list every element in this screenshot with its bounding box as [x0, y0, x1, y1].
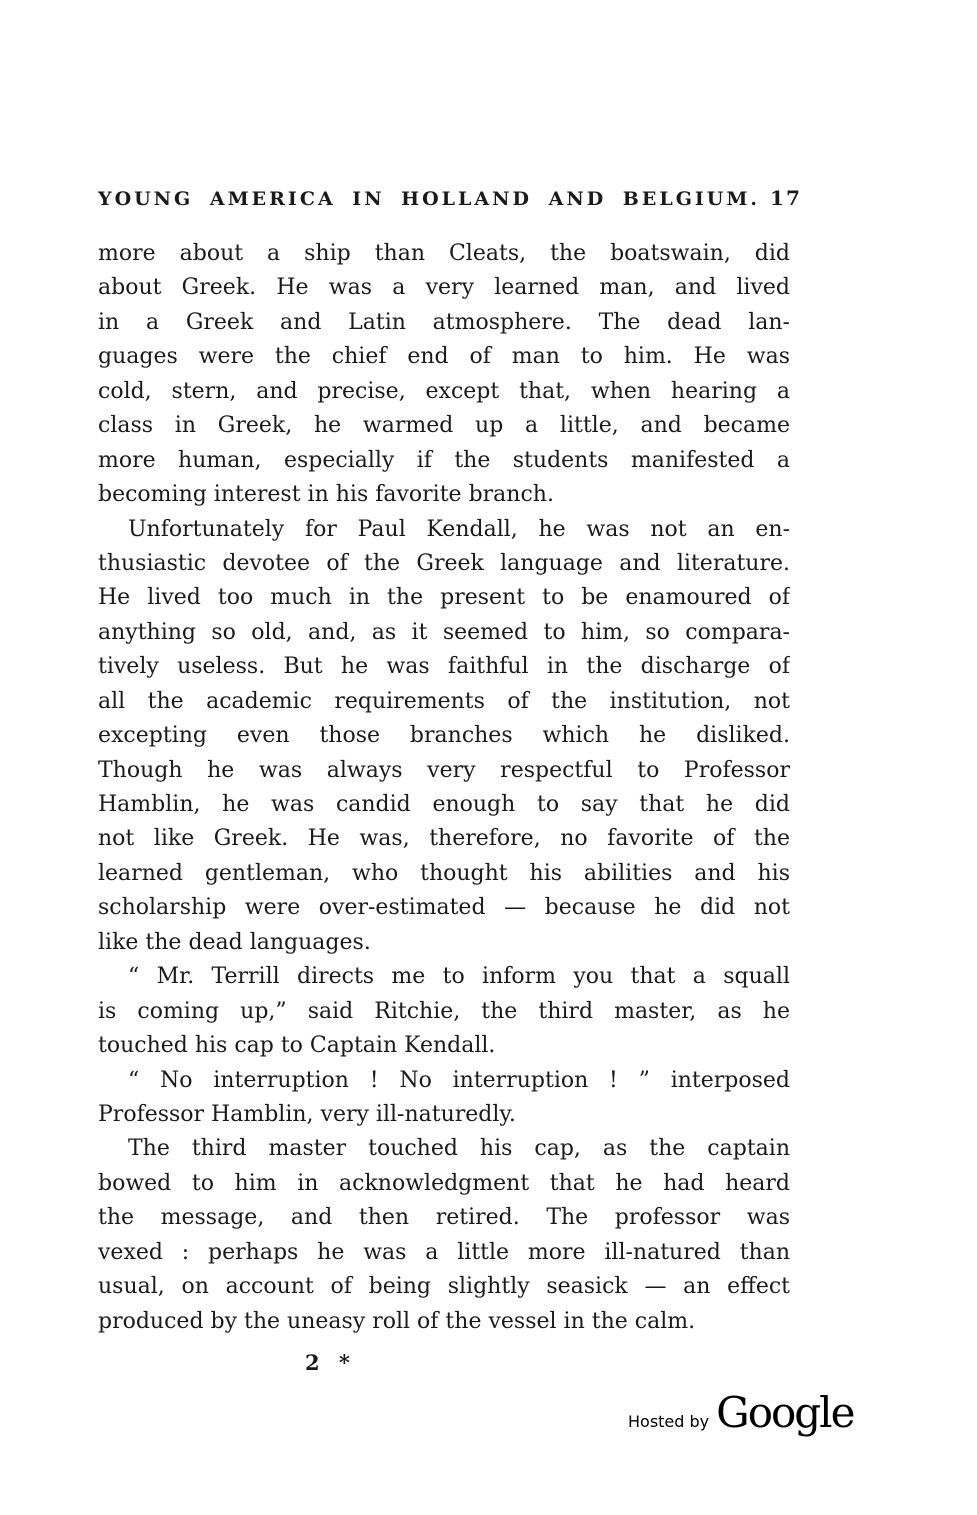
page-header: [98, 186, 802, 210]
text-line: like the dead languages.: [98, 929, 371, 955]
text-line: all the academic requirements of the institution, not: [98, 688, 790, 714]
signature-mark: 2 *: [305, 1350, 356, 1375]
body-text: [98, 237, 790, 1339]
hosted-by-label: Hosted by: [628, 1412, 710, 1431]
text-line: bowed to him in acknowledgment that he had heard: [98, 1170, 790, 1196]
text-line: thusiastic devotee of the Greek language and literature.: [98, 550, 790, 576]
text-line: learned gentleman, who thought his abilities and his: [98, 860, 790, 886]
text-line: “ Mr. Terrill directs me to inform you that a squall: [128, 964, 790, 990]
text-line: about Greek. He was a very learned man, and lived: [98, 275, 790, 301]
text-line: Hamblin, he was candid enough to say that he did: [98, 792, 790, 817]
text-line: Though he was always very respectful to Professor: [98, 757, 790, 783]
text-line: “ No interruption ! No interruption ! ” interposed: [128, 1067, 790, 1093]
text-line: tively useless. But he was faithful in the discharge of: [98, 654, 790, 680]
text-line: guages were the chief end of man to him. He was: [98, 344, 790, 370]
text-line: He lived too much in the present to be enamoured of: [98, 585, 790, 611]
page-number: 17: [770, 186, 802, 210]
text-line: excepting even those branches which he disliked.: [98, 723, 790, 749]
text-line: scholarship were over-estimated — because he did not: [98, 895, 790, 921]
text-line: Unfortunately for Paul Kendall, he was not an en-: [128, 516, 790, 542]
text-line: more about a ship than Cleats, the boatswain, did: [98, 241, 790, 266]
text-line: becoming interest in his favorite branch.: [98, 482, 554, 508]
text-line: touched his cap to Captain Kendall.: [98, 1033, 496, 1059]
text-line: class in Greek, he warmed up a little, and became: [98, 413, 790, 439]
text-line: Professor Hamblin, very ill-naturedly.: [98, 1101, 516, 1127]
text-line: usual, on account of being slightly seasick — an effect: [98, 1274, 790, 1300]
text-line: in a Greek and Latin atmosphere. The dead lan-: [98, 309, 790, 335]
text-line: cold, stern, and precise, except that, when hearing a: [98, 378, 790, 404]
text-line: vexed : perhaps he was a little more ill-natured than: [98, 1239, 790, 1265]
running-head-title: YOUNG AMERICA IN HOLLAND AND BELGIUM.: [98, 188, 761, 210]
text-line: produced by the uneasy roll of the vessel in the calm.: [98, 1308, 696, 1334]
watermark: [628, 1388, 854, 1437]
text-line: the message, and then retired. The professor was: [98, 1205, 790, 1231]
google-logo: Google: [716, 1388, 854, 1437]
text-line: is coming up,” said Ritchie, the third master, as he: [98, 998, 790, 1024]
text-line: not like Greek. He was, therefore, no favorite of the: [98, 826, 790, 852]
text-line: The third master touched his cap, as the captain: [128, 1136, 790, 1162]
text-line: anything so old, and, as it seemed to him, so compara-: [98, 619, 790, 645]
text-line: more human, especially if the students manifested a: [98, 447, 790, 473]
